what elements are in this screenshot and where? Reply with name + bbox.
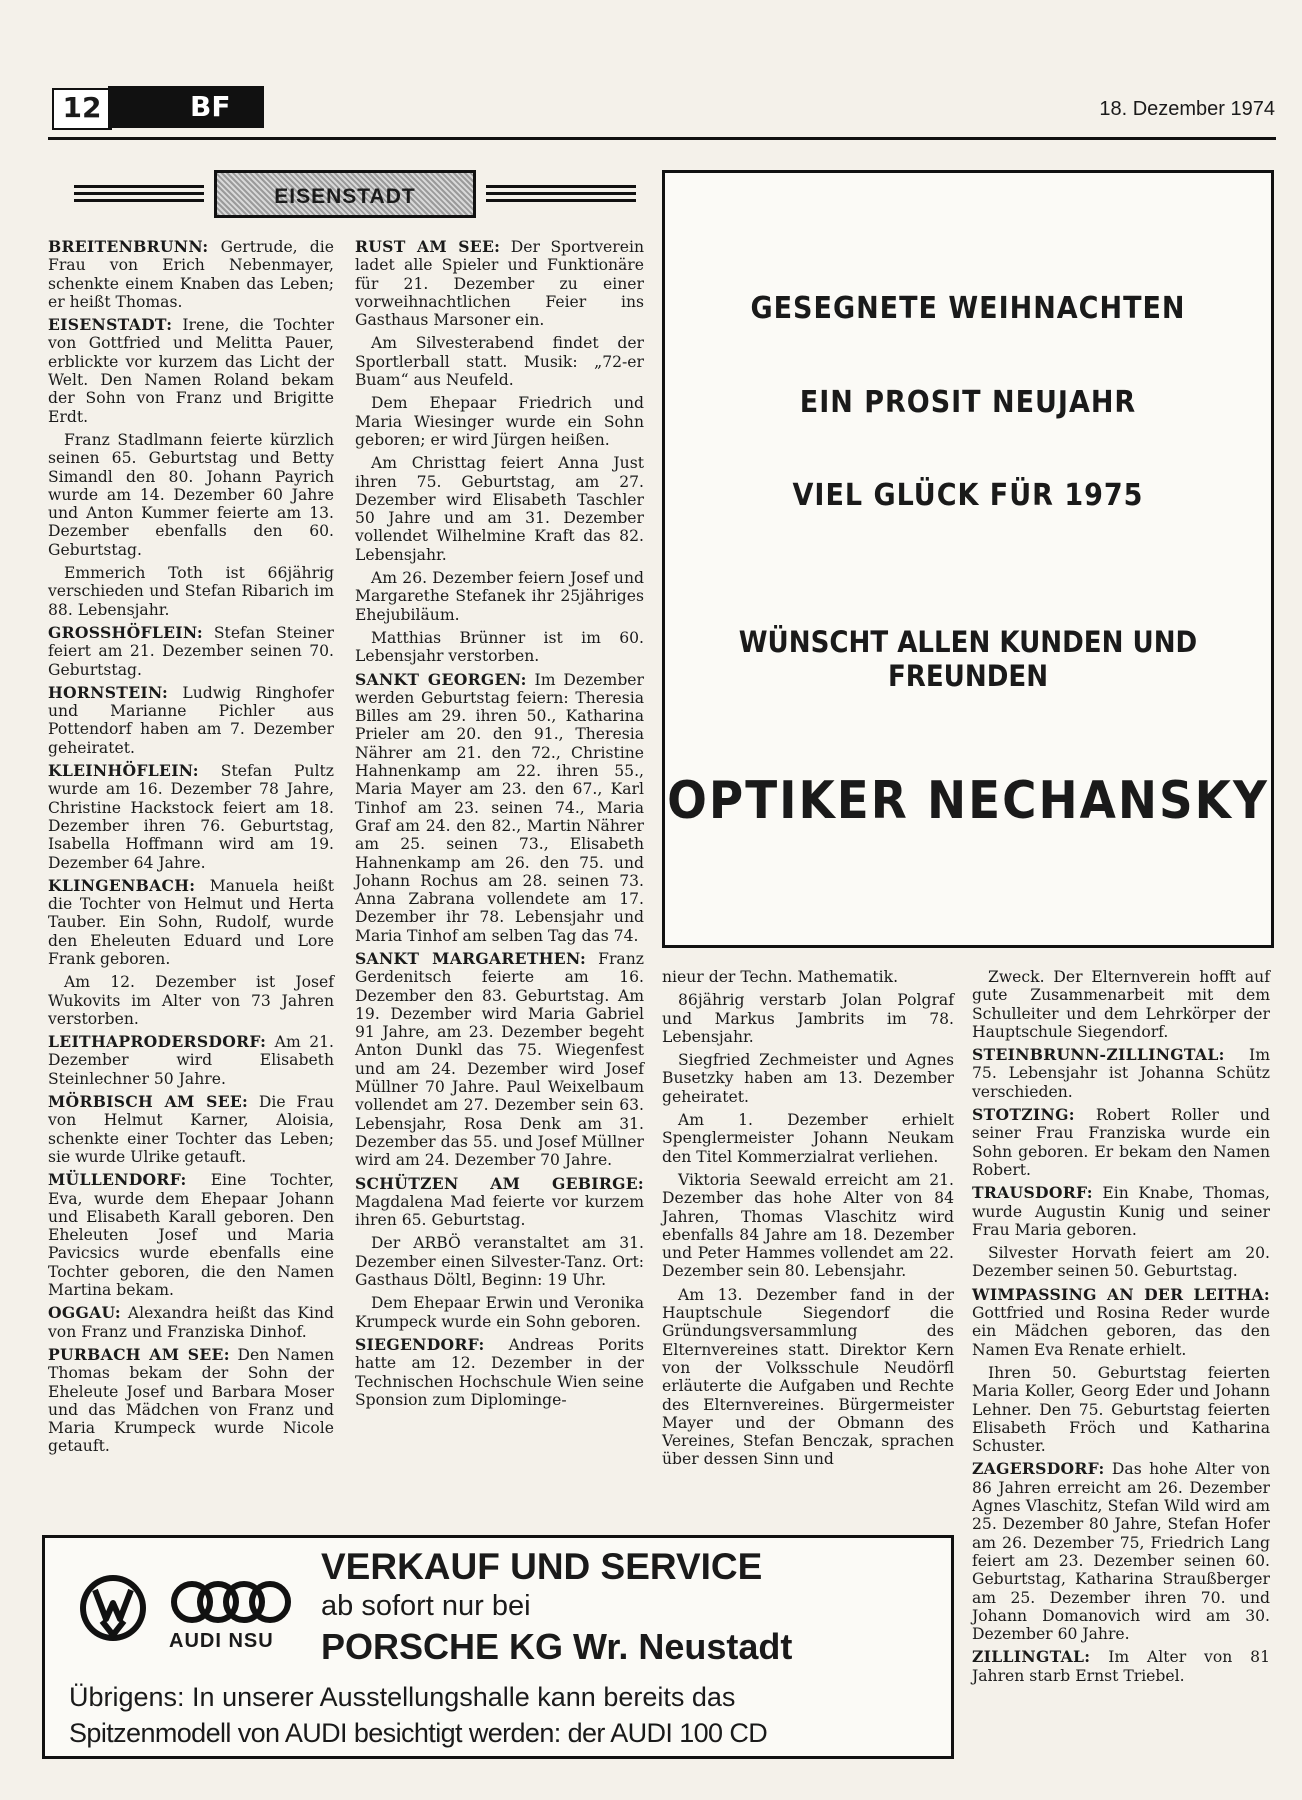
header-rule [48, 137, 1276, 140]
entry-text: Magdalena Mad feierte vor kurzem ihren 65. Geburtstag. [355, 1192, 644, 1230]
entry-text: Eine Tochter, Eva, wurde dem Ehepaar Johann und Elisabeth Karall geboren. Den Eheleuten Josef und Maria Pavicsics wurde ebenfalls eine Tochter geboren, die den Namen Martina bekam. [48, 1171, 334, 1300]
place-heading: TRAUSDORF: [972, 1183, 1093, 1203]
ad-sales-service: VERKAUF UND SERVICE [321, 1546, 763, 1587]
entry-text: Ludwig Ringhofer und Marianne Pichler aus Pottendorf haben am 7. Dezember geheiratet. [48, 683, 334, 757]
place-heading: ZILLINGTAL: [972, 1647, 1091, 1667]
news-entry [355, 238, 644, 329]
section-badge: BF [108, 86, 264, 128]
news-entry [355, 1175, 644, 1230]
issue-date: 18. Dezember 1974 [1099, 98, 1275, 120]
place-heading: OGGAU: [48, 1303, 121, 1323]
news-paragraph [355, 1234, 644, 1289]
section-title: EISENSTADT [214, 170, 476, 218]
news-paragraph [662, 991, 954, 1046]
entry-text: Robert Roller und seiner Frau Franziska wurde ein Sohn geboren. Er bekam den Namen Robert. [972, 1106, 1270, 1179]
news-paragraph [355, 569, 644, 624]
entry-text: Alexandra heißt das Kind von Franz und Franziska Dinhof. [48, 1304, 334, 1341]
ad-greeting-newyear: EIN PROSIT NEUJAHR [799, 385, 1137, 420]
news-paragraph [355, 629, 644, 666]
news-paragraph [48, 564, 334, 619]
entry-text: Matthias Brünner ist im 60. Lebensjahr verstorben. [355, 628, 644, 666]
ad-from-now: ab sofort nur bei [321, 1590, 531, 1622]
news-entry [48, 1033, 334, 1088]
heading-lines-right [486, 185, 636, 206]
vw-logo [78, 1573, 148, 1643]
place-heading: SANKT MARGARETHEN: [355, 948, 587, 968]
entry-text: Im Dezember werden Geburtstag feiern: Theresia Billes am 29. ihren 50., Katharina Prieler am 20. den 91., Theresia Nährer am 21. den 72., Christine Hahnenkamp am 22. ihren 55., Maria Mayer am 23. den 67., Karl Tinhof am 23. seinen 74., Maria Graf am 24. den 82., Martin Nährer am 25. seinen 73., Elisabeth Hahnenkamp am 26. den 75. und Johann Rochus am 28. seinen 73. Anna Zabrana vollendete am 17. Dezember ihr 78. Lebensjahr und Maria Tinhof am selben Tag das 74. [355, 670, 644, 945]
entry-text: nieur der Techn. Mathematik. [662, 968, 899, 986]
article-column-1 [48, 238, 334, 1461]
place-heading: RUST AM SEE: [355, 237, 501, 256]
entry-text: Am 12. Dezember ist Josef Wukovits im Alter von 73 Jahren verstorben. [48, 973, 334, 1028]
page-number: 12 [52, 88, 112, 130]
news-paragraph [662, 1286, 954, 1469]
news-entry [48, 624, 334, 679]
entry-text: Emmerich Toth ist 66jährig verschieden und Stefan Ribarich im 88. Lebensjahr. [48, 564, 334, 619]
news-entry [355, 1336, 644, 1409]
news-paragraph [662, 1171, 954, 1281]
entry-text: Am 1. Dezember erhielt Spenglermeister Johann Neukam den Titel Kommerzialrat verliehen. [662, 1111, 954, 1166]
news-entry [972, 1648, 1270, 1685]
entry-text: Dem Ehepaar Erwin und Veronika Krumpeck wurde ein Sohn geboren. [355, 1294, 644, 1331]
ad-greeting-christmas: GESEGNETE WEIHNACHTEN [750, 291, 1186, 326]
news-entry [355, 950, 644, 1170]
entry-text: Irene, die Tochter von Gottfried und Melitta Pauer, erblickte vor kurzem das Licht der Welt. Den Namen Roland bekam der Sohn von Franz und Brigitte Erdt. [48, 316, 334, 426]
place-heading: SANKT GEORGEN: [355, 669, 527, 689]
place-heading: PURBACH AM SEE: [48, 1344, 230, 1364]
entry-text: Zweck. Der Elternverein hofft auf gute Zusammenarbeit mit dem Schulleiter und dem Lehrkörper der Hauptschule Siegendorf. [972, 968, 1270, 1041]
place-heading: MÖRBISCH AM SEE: [48, 1092, 249, 1112]
ad-optiker-name: OPTIKER NECHANSKY [667, 771, 1269, 831]
news-paragraph [662, 1051, 954, 1106]
ad-showroom-note: Übrigens: In unserer Ausstellungshalle kann bereits das [69, 1682, 736, 1712]
news-paragraph [662, 1111, 954, 1166]
place-heading: LEITHAPRODERSDORF: [48, 1032, 267, 1052]
entry-text: Silvester Horvath feiert am 20. Dezember seinen 50. Geburtstag. [972, 1244, 1270, 1281]
audi-nsu-label: AUDI NSU [169, 1630, 274, 1652]
entry-text: Dem Ehepaar Friedrich und Maria Wiesinger wurde ein Sohn geboren; er wird Jürgen heißen. [355, 394, 644, 449]
entry-text: Am 21. Dezember wird Elisabeth Steinlechner 50 Jahre. [48, 1033, 334, 1088]
news-entry [48, 1171, 334, 1299]
entry-text: Der Sportverein ladet alle Spieler und Funktionäre für 21. Dezember zu einer vorweihnachtlichen Feier ins Gasthaus Marsoner ein. [355, 238, 644, 330]
entry-text: Siegfried Zechmeister und Agnes Busetzky haben am 13. Dezember geheiratet. [662, 1051, 954, 1106]
news-paragraph [355, 334, 644, 389]
entry-text: Den Namen Thomas bekam der Sohn der Eheleute Josef und Barbara Moser und das Mädchen von Franz und Maria Krumpeck wurde Nicole getauft. [48, 1345, 334, 1456]
entry-text: 86jährig verstarb Jolan Polgraf und Markus Jambrits im 78. Lebensjahr. [662, 991, 954, 1046]
vw-logo-icon [78, 1573, 148, 1643]
place-heading: ZAGERSDORF: [972, 1459, 1105, 1479]
place-heading: EISENSTADT: [48, 315, 173, 335]
news-entry [972, 1046, 1270, 1101]
entry-text: Der ARBÖ veranstaltet am 31. Dezember einen Silvester-Tanz. Ort: Gasthaus Döltl, Beginn: 19 Uhr. [355, 1234, 644, 1290]
news-entry [48, 1093, 334, 1166]
entry-text: Am Christtag feiert Anna Just ihren 75. Geburtstag, am 27. Dezember wird Elisabeth Taschler 50 Jahre und am 31. Dezember vollendet Wilhelmine Kraft das 82. Lebensjahr. [355, 454, 644, 564]
news-entry [972, 1106, 1270, 1179]
news-paragraph [662, 968, 954, 986]
news-entry [355, 671, 644, 945]
ad-greeting-customers: WÜNSCHT ALLEN KUNDEN UND FREUNDEN [738, 625, 1198, 693]
ad-audi-model: Spitzenmodell von AUDI besichtigt werden: der AUDI 100 CD [69, 1718, 768, 1748]
entry-text: Viktoria Seewald erreicht am 21. Dezember das hohe Alter von 84 Jahren, Thomas Vlaschitz wird ebenfalls 84 Jahre am 18. Dezember und Peter Hammes vollendet am 22. Dezember sein 80. Lebensjahr. [662, 1170, 954, 1281]
entry-text: Ihren 50. Geburtstag feierten Maria Koller, Georg Eder und Johann Lehner. Den 75. Geburtstag feierten Elisabeth Fröch und Katharina Schuster. [972, 1363, 1270, 1456]
news-entry [48, 1346, 334, 1456]
entry-text: Das hohe Alter von 86 Jahren erreicht am 26. Dezember Agnes Vlaschitz, Stefan Wild wird am 25. Dezember 80 Jahre, Stefan Hofer am 26. Dezember 75, Friedrich Lang feiert am 23. Dezember seinen 60. Geburtstag, Katharina Straußberger am 25. Dezember ihren 70. und Johann Domanovich wird am 30. Dezember 60 Jahre. [972, 1460, 1270, 1644]
audi-rings-icon [171, 1578, 291, 1626]
place-heading: KLINGENBACH: [48, 875, 196, 895]
entry-text: Am Silvesterabend findet der Sportlerball statt. Musik: „72-er Buam“ aus Neufeld. [355, 334, 644, 390]
news-paragraph [48, 431, 334, 559]
place-heading: STEINBRUNN-ZILLINGTAL: [972, 1045, 1225, 1065]
news-paragraph [972, 1364, 1270, 1455]
news-paragraph [355, 454, 644, 564]
entry-text: Ein Knabe, Thomas, wurde Augustin Kunig und seiner Frau Maria geboren. [972, 1184, 1270, 1239]
place-heading: BREITENBRUNN: [48, 237, 209, 256]
news-paragraph [355, 1294, 644, 1331]
entry-text: Franz Stadlmann feierte kürzlich seinen 65. Geburtstag und Betty Simandl den 80. Johann Payrich wurde am 14. Dezember 60 Jahre und Anton Kummer feierte am 13. Dezember ebenfalls den 60. Geburtstag. [48, 430, 334, 559]
news-paragraph [48, 973, 334, 1028]
news-paragraph [972, 1244, 1270, 1281]
news-paragraph [972, 968, 1270, 1041]
entry-text: Stefan Steiner feiert am 21. Dezember seinen 70. Geburtstag. [48, 623, 334, 679]
entry-text: Gottfried und Rosina Reder wurde ein Mädchen geboren, das den Namen Eva Renate erhielt. [972, 1304, 1270, 1359]
place-heading: STOTZING: [972, 1105, 1075, 1125]
entry-text: Manuela heißt die Tochter von Helmut und Herta Tauber. Ein Sohn, Rudolf, wurde den Eheleuten Eduard und Lore Frank geboren. [48, 876, 334, 968]
news-entry [972, 1286, 1270, 1359]
news-entry [48, 762, 334, 872]
entry-text: Im 75. Lebensjahr ist Johanna Schütz verschieden. [972, 1046, 1270, 1101]
optiker-advertisement [662, 170, 1274, 948]
news-entry [972, 1184, 1270, 1239]
news-entry [48, 238, 334, 311]
place-heading: KLEINHÖFLEIN: [48, 761, 199, 781]
entry-text: Andreas Porits hatte am 12. Dezember in der Technischen Hochschule Wien seine Sponsion zum Diplominge- [355, 1335, 644, 1409]
porsche-advertisement [42, 1535, 954, 1759]
ad-dealer-name: PORSCHE KG Wr. Neustadt [321, 1626, 793, 1667]
place-heading: GROSSHÖFLEIN: [48, 622, 203, 642]
news-paragraph [355, 394, 644, 449]
heading-lines-left [74, 185, 204, 206]
entry-text: Gertrude, die Frau von Erich Nebenmayer, schenkte einem Knaben das Leben; er heißt Thomas. [48, 238, 334, 311]
ad-greeting-luck: VIEL GLÜCK FÜR 1975 [792, 478, 1144, 513]
news-entry [972, 1460, 1270, 1643]
entry-text: Am 26. Dezember feiern Josef und Margarethe Stefanek ihr 25jähriges Ehejubiläum. [355, 569, 644, 624]
entry-text: Stefan Pultz wurde am 16. Dezember 78 Jahre, Christine Hackstock feiert am 18. Dezember ihren 76. Geburtstag, Isabella Hoffmann wird am 19. Dezember 64 Jahre. [48, 762, 334, 872]
audi-rings-logo [171, 1578, 291, 1626]
place-heading: WIMPASSING AN DER LEITHA: [972, 1284, 1270, 1304]
entry-text: Franz Gerdenitsch feierte am 16. Dezember den 83. Geburtstag. Am 19. Dezember wird Maria Gabriel 91 Jahre, am 23. Dezember begeht Anton Dunkl das 75. Wiegenfest und am 24. Dezember wird Josef Müllner 70 Jahre. Paul Weixelbaum vollendet am 27. Dezember sein 63. Lebensjahr, Rosa Denk am 31. Dezember das 55. und Josef Müllner wird am 24. Dezember 70 Jahre. [355, 949, 644, 1170]
article-column-2 [355, 238, 644, 1414]
entry-text: Im Alter von 81 Jahren starb Ernst Triebel. [972, 1648, 1270, 1685]
article-column-4 [972, 968, 1270, 1690]
article-column-3 [662, 968, 954, 1474]
place-heading: MÜLLENDORF: [48, 1170, 187, 1190]
entry-text: Am 13. Dezember fand in der Hauptschule Siegendorf die Gründungsversammlung des Elternvereines statt. Direktor Kern von der Volksschule Neudörfl erläuterte die Aufgaben und Rechte des Elternvereines. Bürgermeister Mayer und der Obmann des Vereines, Stefan Benczak, sprachen über dessen Sinn und [662, 1285, 954, 1469]
entry-text: Die Frau von Helmut Karner, Aloisia, schenkte einer Tochter das Leben; sie wurde Ulrike getauft. [48, 1093, 334, 1166]
place-heading: HORNSTEIN: [48, 682, 169, 702]
news-entry [48, 877, 334, 968]
place-heading: SCHÜTZEN AM GEBIRGE: [355, 1173, 644, 1193]
news-entry [48, 316, 334, 426]
news-entry [48, 1304, 334, 1341]
place-heading: SIEGENDORF: [355, 1334, 485, 1354]
news-entry [48, 684, 334, 757]
